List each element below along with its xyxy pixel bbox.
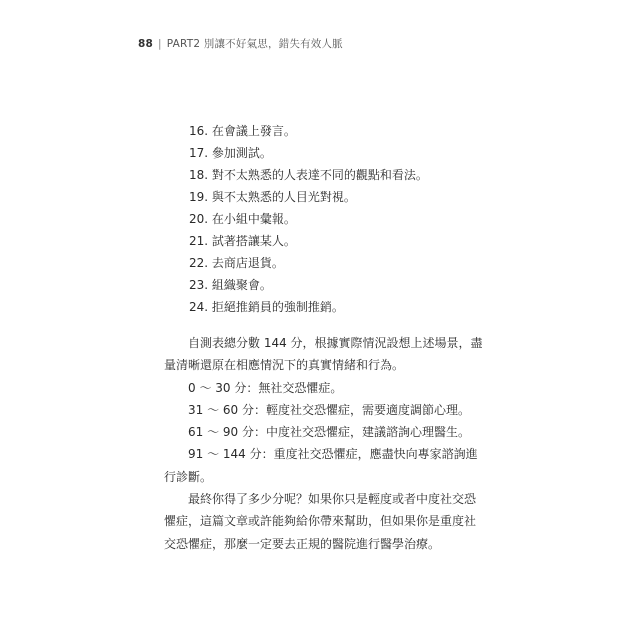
score-range-severe: 91 ～ 144 分：重度社交恐懼症，應盡快向專家諮詢進行診斷。: [164, 447, 478, 484]
list-item: 21. 試著搭讓某人。: [189, 234, 296, 248]
list-item: 22. 去商店退貨。: [189, 256, 284, 270]
list-item: 20. 在小組中彙報。: [189, 212, 296, 226]
list-item: 19. 與不太熟悉的人目光對視。: [189, 190, 356, 204]
running-header: [138, 36, 343, 51]
conclusion-paragraph: 最終你得了多少分呢？如果你只是輕度或者中度社交恐懼症，這篇文章或許能夠給你帶來幫助，但如果你是重度社交恐懼症，那麼一定要去正規的醫院進行醫學治療。: [164, 492, 477, 551]
score-range-moderate: 61 ～ 90 分：中度社交恐懼症，建議諮詢心理醫生。: [188, 425, 470, 440]
list-item: 24. 拒絕推銷員的強制推銷。: [189, 300, 344, 314]
header-separator: |: [158, 38, 162, 50]
list-item: 23. 組織聚會。: [189, 278, 272, 292]
scoring-intro-paragraph: 自測表總分數 144 分，根據實際情況設想上述場景，盡量清晰還原在相應情況下的真實情緒和行為。: [164, 336, 483, 373]
body-text: [164, 332, 486, 555]
list-item: 18. 對不太熟悉的人表達不同的觀點和看法。: [189, 168, 428, 182]
score-range-mild: 31 ～ 60 分：輕度社交恐懼症，需要適度調節心理。: [188, 402, 470, 417]
questionnaire-list: [189, 120, 428, 318]
list-item: 16. 在會議上發言。: [189, 124, 296, 138]
score-range-none: 0 ～ 30 分：無社交恐懼症。: [188, 380, 343, 395]
section-title: PART2 別讓不好氣思，錯失有效人脈: [166, 38, 343, 50]
list-item: 17. 參加測試。: [189, 146, 272, 160]
page-number: 88: [138, 38, 154, 50]
